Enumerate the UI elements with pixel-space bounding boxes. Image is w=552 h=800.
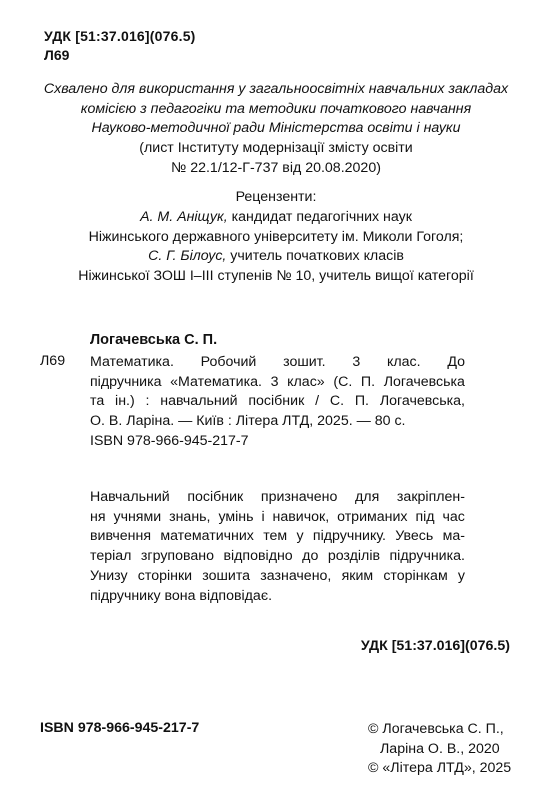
copyright-line: © «Літера ЛТД», 2025 — [368, 760, 512, 777]
word: для — [355, 489, 380, 505]
word: під — [415, 508, 435, 525]
reviewer-position: учитель початкових класів — [226, 248, 404, 265]
reviewer-affiliation: Ніжинського державного університету ім. Миколи Гоголя; — [88, 228, 464, 245]
annotation-line: підручнику вона відповідає. — [90, 587, 273, 604]
bib-line — [90, 373, 465, 393]
word: клас» — [287, 373, 325, 390]
reviewer-2 — [0, 247, 552, 267]
word: / — [315, 393, 320, 410]
word: у — [296, 528, 304, 545]
word: теріал — [90, 548, 132, 565]
word: знань, — [169, 508, 211, 525]
word: вивчення — [90, 528, 151, 545]
annotation-line — [90, 488, 465, 508]
approval-line: (лист Інституту модернізації змісту освіти — [139, 140, 413, 157]
word: посібник — [248, 393, 305, 410]
word: ня — [90, 508, 106, 525]
approval-line: Науково-методичної ради Міністерства освіти і науки — [91, 120, 461, 137]
approval-line: Схвалено для використання у загальноосвітніх навчальних закладах — [43, 81, 509, 97]
word: до — [302, 548, 319, 565]
word: тем — [263, 528, 288, 545]
word: сторінки — [137, 567, 193, 584]
copyright-block — [368, 720, 511, 779]
bib-line — [90, 392, 465, 412]
reviewer-1 — [0, 208, 552, 228]
word: Увесь — [395, 528, 434, 545]
word: навчальний — [160, 393, 238, 410]
reviewer-position: кандидат педагогічних наук — [227, 208, 412, 225]
word: П. — [354, 393, 369, 410]
word: Логачевська — [383, 373, 465, 390]
word: Логачевська, — [379, 393, 465, 410]
word: 3 — [352, 354, 361, 370]
word: Математика. — [90, 354, 174, 370]
word: у — [457, 567, 465, 584]
word: яким — [341, 567, 374, 584]
word: зошит. — [283, 354, 326, 370]
word: ма- — [442, 528, 465, 545]
word: закріплен- — [396, 489, 465, 505]
copyright-line: Ларіна О. В., 2020 — [380, 740, 500, 757]
approval-line: № 22.1/12-Г-737 від 20.08.2020) — [171, 159, 381, 176]
annotation-line — [90, 547, 465, 567]
reviewer-affiliation: Ніжинської ЗОШ I–III ступенів № 10, учитель вищої категорії — [78, 268, 474, 285]
word: посібник — [187, 489, 244, 505]
reviewers-block — [0, 188, 552, 287]
author-heading: Логачевська С. П. — [90, 332, 218, 348]
word: умінь — [218, 508, 254, 525]
word: клас. — [386, 354, 421, 370]
word: математичних — [160, 528, 254, 545]
annotation-line — [90, 567, 465, 587]
reviewer-name: А. М. Аніщук, — [140, 208, 228, 225]
bib-classification-code: Л69 — [40, 353, 66, 369]
bibliographic-description — [90, 353, 465, 452]
word: підручника. — [389, 548, 465, 565]
annotation-line — [90, 508, 465, 528]
word: Унизу — [90, 567, 128, 584]
word: зошита — [202, 567, 251, 584]
word: учнями — [113, 508, 162, 525]
word: призначено — [260, 489, 338, 505]
word: отриманих — [337, 508, 408, 525]
bib-isbn: ISBN 978-966-945-217-7 — [90, 432, 249, 449]
approval-statement — [0, 80, 552, 179]
word: 3 — [270, 373, 279, 390]
word: До — [447, 354, 465, 370]
word: навичок, — [272, 508, 330, 525]
word: підручника — [90, 373, 162, 390]
word: і — [261, 508, 265, 525]
approval-line: комісією з педагогіки та методики початкового навчання — [80, 100, 472, 117]
word: (С. — [333, 373, 353, 390]
word: Робочий — [200, 354, 257, 370]
word: П. — [360, 373, 376, 390]
reviewers-title: Рецензенти: — [235, 189, 317, 205]
word: : — [145, 393, 150, 410]
word: «Математика. — [170, 373, 262, 390]
word: та — [90, 393, 105, 410]
isbn-footer: ISBN 978-966-945-217-7 — [40, 720, 200, 736]
word: зазначено, — [260, 567, 332, 584]
word: розділів — [327, 548, 381, 565]
copyright-line: © Логачевська С. П., — [368, 721, 504, 737]
reviewer-name: С. Г. Білоус, — [148, 248, 227, 265]
annotation-line — [90, 527, 465, 547]
annotation — [90, 488, 465, 606]
udc-header: УДК [51:37.016](076.5) — [44, 28, 196, 44]
word: сторінкам — [383, 567, 448, 584]
word: підручнику. — [312, 528, 386, 545]
word: Навчальний — [90, 489, 170, 505]
word: відповідно — [223, 548, 293, 565]
word: час — [442, 508, 465, 525]
word: згруповано — [140, 548, 214, 565]
word: С. — [329, 393, 345, 410]
udc-footer: УДК [51:37.016](076.5) — [360, 638, 510, 654]
classification-code: Л69 — [44, 47, 70, 63]
bib-line: О. В. Ларіна. — Київ : Літера ЛТД, 2025. — 80 с. — [90, 413, 406, 430]
word: ін.) — [115, 393, 135, 410]
bib-line — [90, 353, 465, 373]
